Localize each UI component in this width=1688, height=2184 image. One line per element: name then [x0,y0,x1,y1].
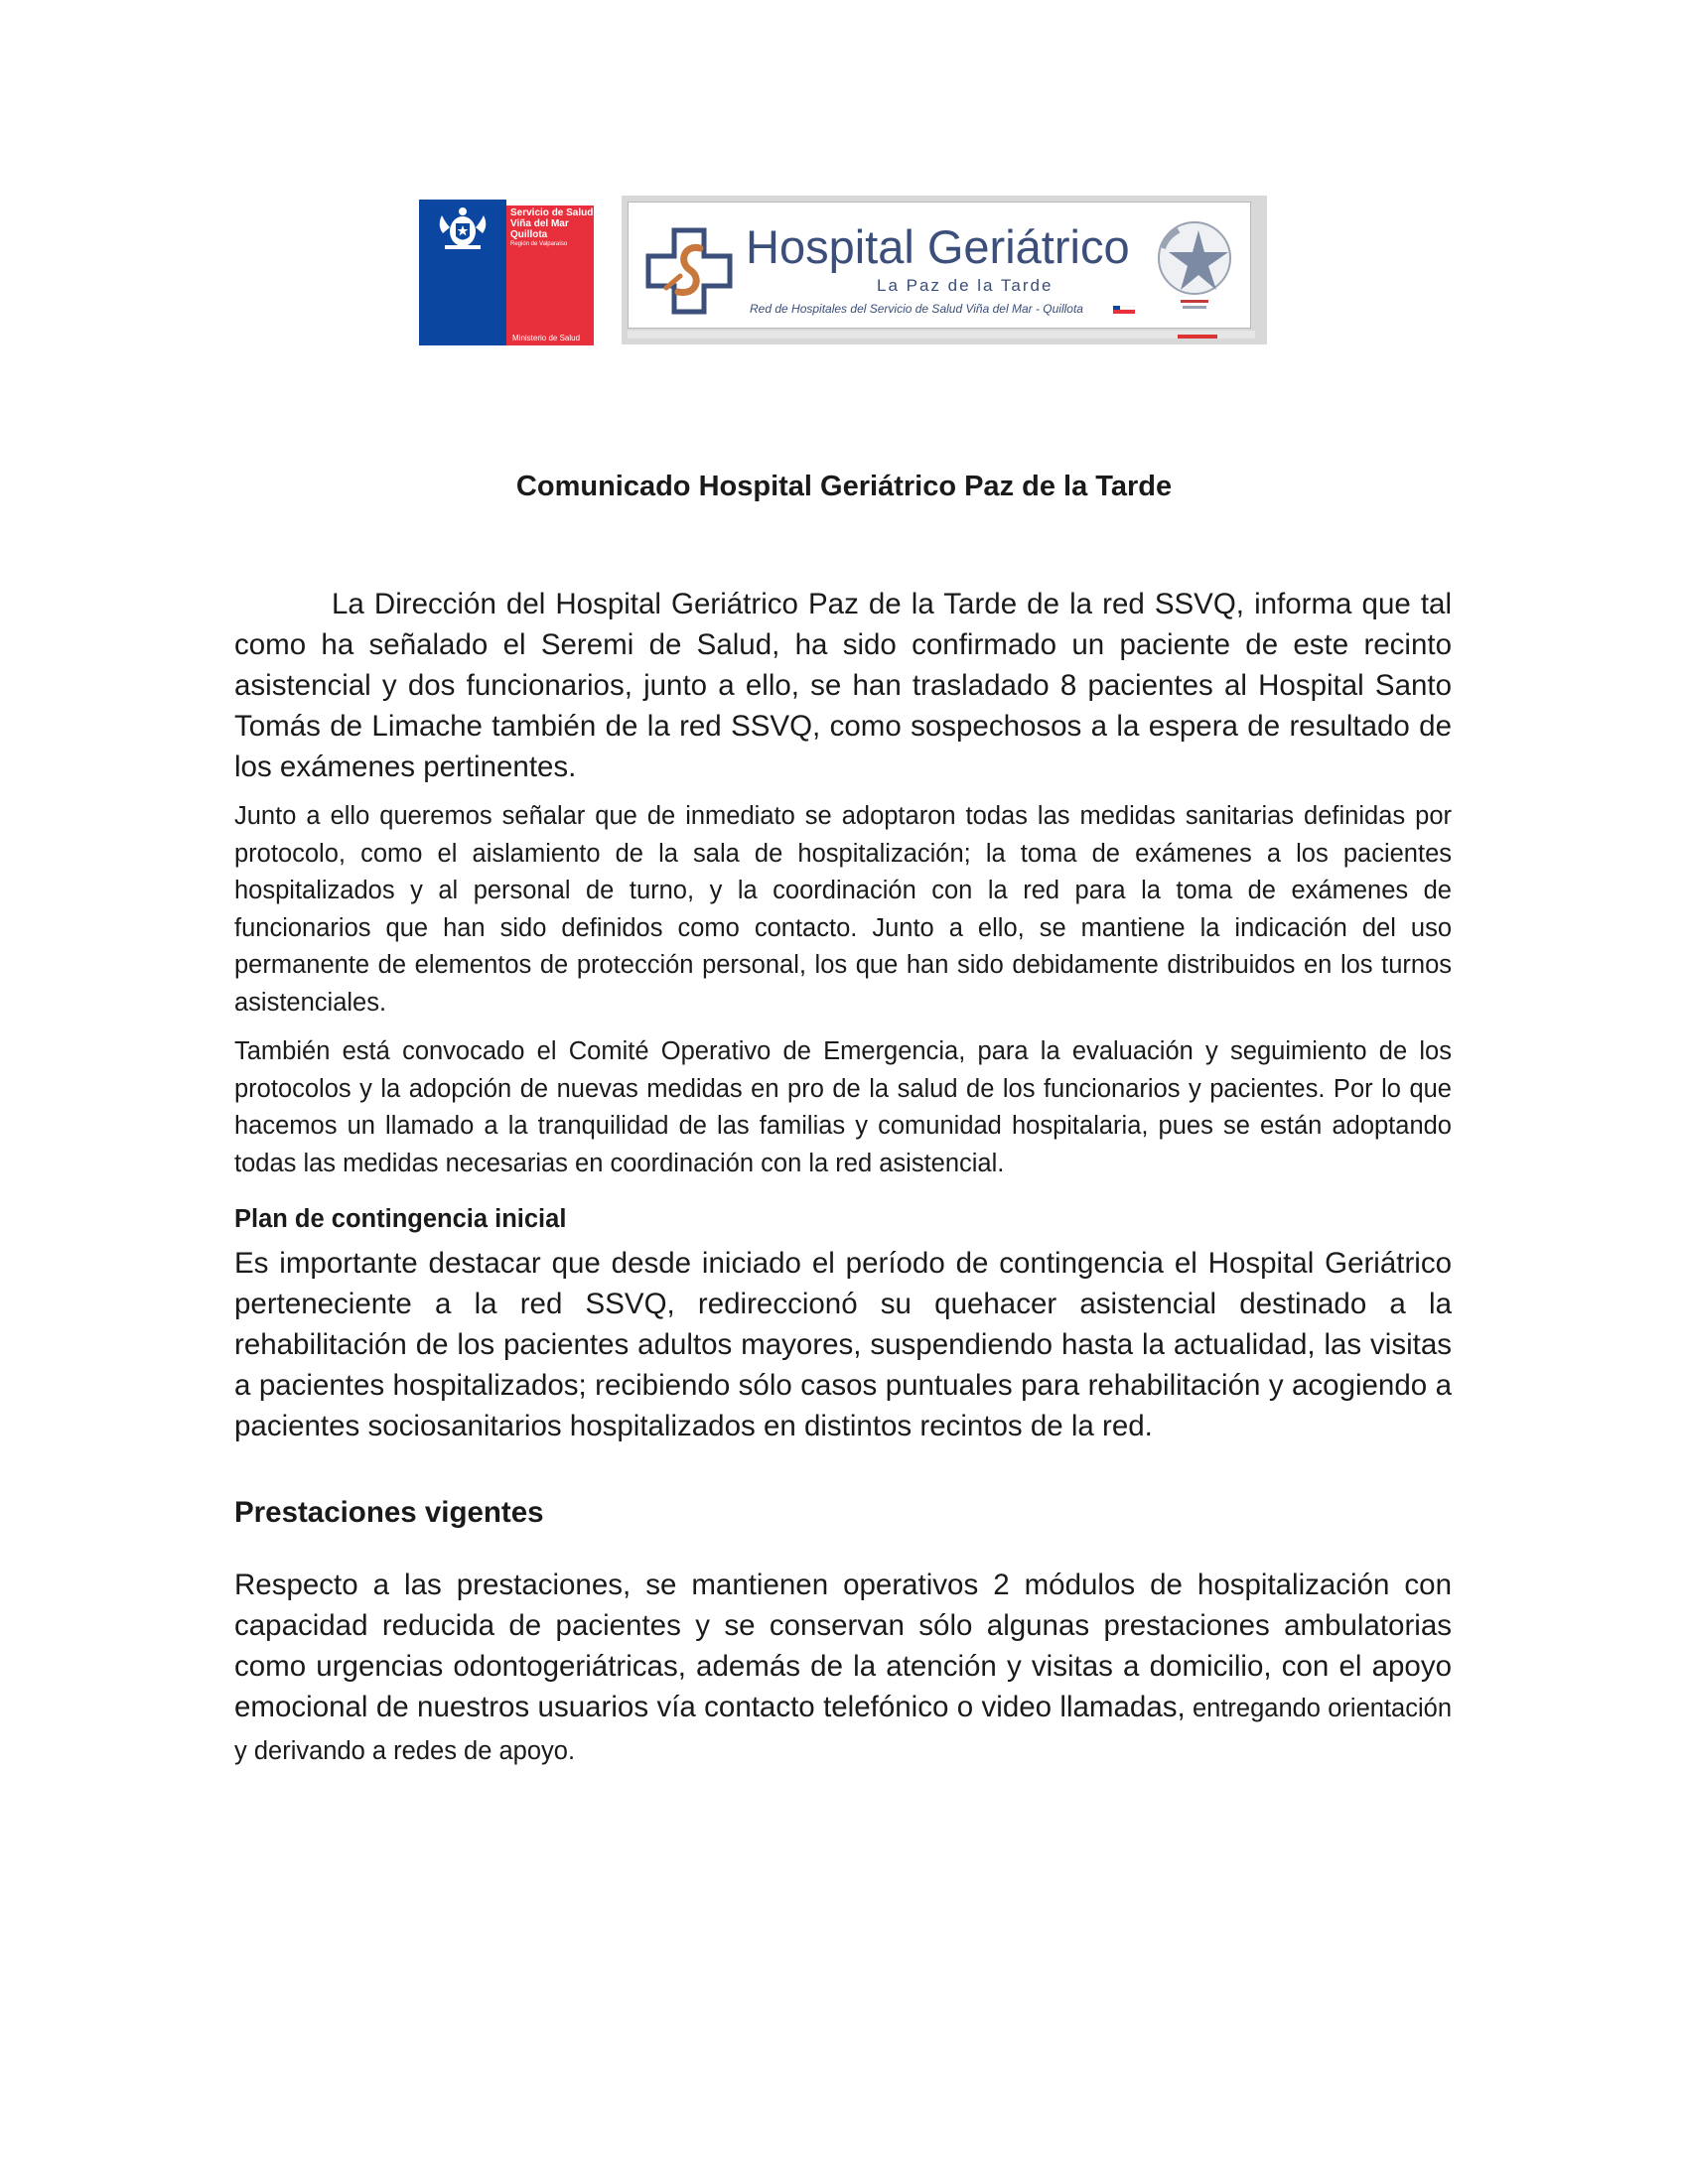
hospital-cross-icon [644,226,734,316]
paragraph-services [234,1565,1452,1772]
hospital-network: Red de Hospitales del Servicio de Salud Viña del Mar - Quillota [750,302,1083,316]
chile-coat-of-arms-icon [429,204,496,253]
hospital-logo [622,196,1267,344]
paragraph-announcement: La Dirección del Hospital Geriátrico Paz de la Tarde de la red SSVQ, informa que tal como ha señalado el Seremi de Salud, ha sido confirmado un paciente de este recinto asistencial y dos funcionarios, junto a ello, se han trasladado 8 pacientes al Hospital Santo Tomás de Limache también de la red SSVQ, como sospechosos a la espera de resultado de los exámenes pertinentes. [234,588,1452,783]
paragraph-measures: Junto a ello queremos señalar que de inmediato se adoptaron todas las medidas sanitarias definidas por protocolo, como el aislamiento de la sala de hospitalización; la toma de exámenes a los pacientes hospitalizados y al personal de turno, y la coordinación con la red para la toma de exámenes de funcionarios que han sido definidos como contacto. Junto a ello, se mantiene la indicación del uso permanente de elementos de protección personal, los que han sido debidamente distribuidos en los turnos asistenciales. [234,802,1452,1017]
ssvq-logo [419,200,594,345]
heading-services: Prestaciones vigentes [234,1496,544,1529]
hospital-logo-frame [628,202,1251,329]
paragraph-services-main: Respecto a las prestaciones, se mantienen operativos 2 módulos de hospitalización con capacidad reducida de pacientes y se conservan sólo algunas prestaciones ambulatorias como urgencias odontogeriátricas, además de la atención y visitas a domicilio, con el apoyo emocional de nuestros usuarios vía contacto telefónico o video llamadas, [234,1569,1452,1723]
ssvq-line-2: Viña del Mar [510,218,569,229]
ssvq-logo-text [510,207,594,249]
ssvq-ministry: Ministerio de Salud [512,334,581,342]
heading-contingency-plan: Plan de contingencia inicial [234,1205,567,1233]
ssvq-line-3: Quillota [510,229,548,240]
chile-flag-icon [1113,306,1135,314]
document-title: Comunicado Hospital Geriátrico Paz de la Tarde [515,471,1173,502]
ssvq-region: Región de Valparaíso [510,241,568,247]
ssvq-line-1: Servicio de Salud [510,207,594,218]
paragraph-committee: También está convocado el Comité Operativo de Emergencia, para la evaluación y seguimiento de los protocolos y la adopción de nuevas medidas en pro de la salud de los funcionarios y pacientes. Por lo que hacemos un llamado a la tranquilidad de las familias y comunidad hospitalaria, pues se están adoptando todas las medidas necesarias en coordinación con la red asistencial. [234,1037,1452,1177]
accreditation-seal-icon [1153,218,1236,314]
paragraph-services-tail: entregando orientación y derivando a redes de apoyo. [234,1695,1453,1765]
hospital-name: Hospital Geriátrico [746,220,1130,273]
hospital-subtitle: La Paz de la Tarde [877,276,1054,295]
paragraph-contingency: Es importante destacar que desde iniciado el período de contingencia el Hospital Geriátrico perteneciente a la red SSVQ, redireccionó su quehacer asistencial destinado a la rehabilitación de los pacientes adultos mayores, suspendiendo hasta la actualidad, las visitas a pacientes hospitalizados; recibiendo sólo casos puntuales para rehabilitación y acogiendo a pacientes sociosanitarios hospitalizados en distintos recintos de la red. [234,1247,1452,1442]
